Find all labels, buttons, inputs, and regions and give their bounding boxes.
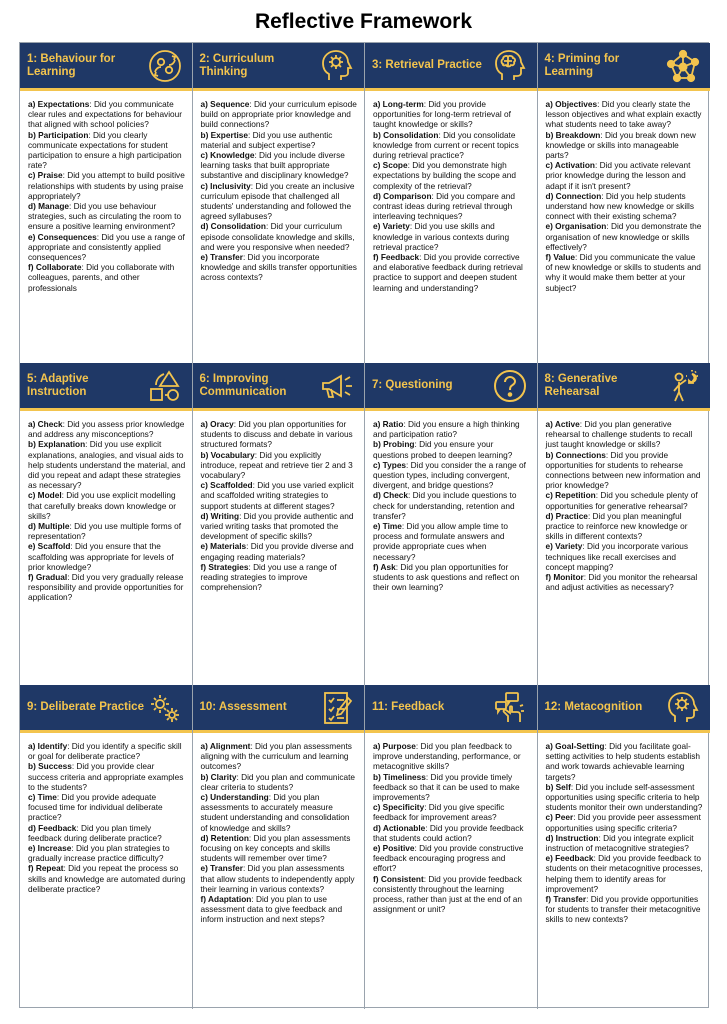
question-text: : Did you provide authentic and varied writing tasks that promoted the development of specific skills? <box>200 510 354 542</box>
question-text: : Did you provide feedback consistently throughout the learning process, rather than just at the end of an assignment or unit? <box>373 873 522 915</box>
checklist-icon <box>319 690 355 726</box>
cell-heading: 3: Retrieval Practice <box>372 59 482 71</box>
cell-heading: 12: Metacognition <box>544 701 643 713</box>
question-label: b) Success <box>28 761 72 772</box>
person-idea-icon <box>665 368 701 404</box>
question-text: : Did you clearly communicate expectations for student participation to ensure a high participation rate? <box>28 129 182 171</box>
reflection-question <box>201 894 359 925</box>
framework-cell <box>193 685 366 1009</box>
question-label: a) Long-term <box>373 99 424 109</box>
cell-body <box>538 94 711 293</box>
cell-body <box>365 94 537 293</box>
question-label: b) Participation <box>28 129 89 140</box>
cell-header <box>365 43 537 91</box>
question-label: f) Monitor <box>545 572 584 583</box>
question-label: c) Scaffolded <box>200 480 253 491</box>
question-label: c) Inclusivity <box>200 180 251 191</box>
reflection-question <box>201 150 359 181</box>
question-label: b) Expertise <box>200 129 248 140</box>
question-label: c) Scope <box>373 160 408 171</box>
reflection-question <box>201 772 359 792</box>
question-text: : Did you provide timely feedback so that it can be used to make improvements? <box>373 771 520 803</box>
question-text: : Did you integrate explicit instruction of metacognitive strategies? <box>545 832 694 854</box>
question-label: b) Vocabulary <box>200 449 255 460</box>
question-text: : Did you use a range of appropriate and consistently applied consequences? <box>28 231 185 263</box>
cell-heading: 10: Assessment <box>199 701 287 713</box>
question-label: d) Consolidation <box>200 221 266 232</box>
question-text: : Did you demonstrate high expectations by building the scope and complexity of the retrieval? <box>373 160 516 191</box>
head-brain-icon <box>492 48 528 84</box>
question-label: e) Variety <box>545 541 583 552</box>
question-label: a) Purpose <box>373 741 416 751</box>
reflection-question <box>28 99 186 130</box>
reflection-question <box>373 823 531 843</box>
question-text: : Did you consider the a range of question types, including convergent, divergent, and bridge questions? <box>373 459 526 491</box>
question-text: : Did you use behaviour strategies, such as circulating the room to ensure a positive learning environment? <box>28 201 182 232</box>
reflection-question <box>373 741 531 772</box>
framework-cell <box>365 685 538 1009</box>
question-text: : Did you break down new knowledge or skills into manageable parts? <box>545 129 696 161</box>
cell-body <box>20 414 192 603</box>
question-text: : Did you plan assessments aligning with the curriculum and learning outcomes? <box>200 741 352 772</box>
reflection-question <box>546 894 705 925</box>
reflection-question <box>201 792 359 833</box>
question-label: b) Consolidation <box>373 129 439 140</box>
question-text: : Did you allow ample time to process and formulate answers and provide appropriate cues when necessary? <box>373 521 508 562</box>
reflection-question <box>28 439 186 490</box>
question-label: d) Check <box>373 490 409 501</box>
question-text: : Did you use authentic material and subject expertise? <box>200 129 333 150</box>
cell-header <box>20 43 192 91</box>
cell-heading: 1: Behaviour for Learning <box>27 52 116 78</box>
cell-heading: 4: Priming for Learning <box>544 52 620 78</box>
question-label: b) Probing <box>373 439 415 450</box>
reflection-question <box>201 863 359 894</box>
question-label: a) Sequence <box>200 99 250 109</box>
reflection-question <box>201 562 359 593</box>
question-label: c) Peer <box>545 812 574 823</box>
reflection-question <box>201 181 359 222</box>
question-label: c) Understanding <box>200 792 269 803</box>
reflection-question <box>373 874 531 915</box>
reflection-question <box>546 490 705 510</box>
cell-body <box>193 94 365 283</box>
question-text: : Did you attempt to build positive relationships with students by using praise appropriately? <box>28 170 185 201</box>
reflection-question <box>28 490 186 521</box>
reflection-question <box>373 419 531 439</box>
question-text: : Did you clearly state the lesson objectives and what explain exactly what students need to take away? <box>545 99 702 130</box>
question-text: : Did you ensure that the scaffolding was appropriate for levels of prior knowledge? <box>28 541 174 572</box>
question-text: : Did you help students understand how new knowledge or skills connect with their existing schema? <box>545 190 695 222</box>
question-label: a) Oracy <box>200 419 234 429</box>
reflection-question <box>373 460 531 491</box>
framework-cell <box>193 363 366 685</box>
question-label: a) Goal-Setting <box>545 741 605 751</box>
reflection-question <box>28 521 186 541</box>
cell-header <box>20 363 192 411</box>
cell-heading: 8: Generative Rehearsal <box>544 372 618 398</box>
reflection-question <box>28 792 186 823</box>
question-text: : Did you very gradually release responsibility and provide opportunities for application? <box>28 572 184 603</box>
framework-cell <box>365 363 538 685</box>
question-label: d) Retention <box>200 832 249 843</box>
reflection-question <box>546 572 705 592</box>
cell-body <box>20 94 192 293</box>
question-label: f) Feedback <box>373 252 420 263</box>
cell-body <box>365 414 537 592</box>
question-label: f) Strategies <box>200 561 249 572</box>
question-text: : Did you provide adequate focused time for individual deliberate practice? <box>28 792 163 823</box>
question-label: c) Types <box>373 459 407 470</box>
question-text: : Did you activate relevant prior knowledge during the lesson and adapt if it isn't present? <box>545 160 691 191</box>
question-text: : Did you demonstrate the organisation of new knowledge or skills effectively? <box>545 221 702 252</box>
question-label: e) Transfer <box>200 252 243 263</box>
reflection-question <box>28 823 186 843</box>
reflection-question <box>28 541 186 572</box>
question-label: d) Writing <box>200 510 240 521</box>
feedback-hands-icon <box>492 690 528 726</box>
question-label: f) Transfer <box>545 894 587 905</box>
reflection-question <box>373 130 531 161</box>
reflection-question <box>201 480 359 511</box>
question-text: : Did you monitor the rehearsal and adjust activities as necessary? <box>545 572 698 593</box>
question-text: : Did you provide feedback to students on their metacognitive processes, helping them to identify areas for improvement? <box>545 853 703 894</box>
question-label: e) Transfer <box>200 863 243 874</box>
reflection-question <box>373 99 531 130</box>
reflection-question <box>546 833 705 853</box>
question-label: d) Actionable <box>373 822 426 833</box>
reflection-question <box>201 833 359 864</box>
cell-heading: 2: Curriculum Thinking <box>199 52 275 78</box>
framework-grid <box>19 42 709 1008</box>
cell-body <box>193 736 365 925</box>
question-label: c) Activation <box>545 160 595 171</box>
question-label: b) Self <box>545 781 571 792</box>
question-text: : Did you assess prior knowledge and address any misconceptions? <box>28 419 185 440</box>
reflection-question <box>28 419 186 439</box>
framework-cell <box>20 43 193 363</box>
reflection-question <box>201 99 359 130</box>
cell-header <box>193 363 365 411</box>
reflection-question <box>28 232 186 263</box>
cell-body <box>20 736 192 894</box>
question-label: d) Connection <box>545 190 602 201</box>
reflection-question <box>201 130 359 150</box>
reflection-question <box>373 521 531 562</box>
question-label: e) Time <box>373 521 402 532</box>
reflection-question <box>546 541 705 572</box>
question-text: : Did you provide clear success criteria and appropriate examples to the students? <box>28 761 184 792</box>
reflection-question <box>28 201 186 232</box>
question-label: e) Increase <box>28 843 72 854</box>
head-gear-icon <box>319 48 355 84</box>
reflection-question <box>28 761 186 792</box>
network-nodes-icon <box>665 48 701 84</box>
page-title: Reflective Framework <box>254 10 473 33</box>
question-text: : Did you incorporate knowledge and skills transfer opportunities across contexts? <box>200 252 357 283</box>
question-label: a) Identify <box>28 741 68 751</box>
framework-cell <box>193 43 366 363</box>
question-text: : Did you provide peer assessment opportunities using specific criteria? <box>545 812 701 833</box>
question-text: : Did you ensure your questions probed to deepen learning? <box>373 439 513 460</box>
framework-cell <box>365 43 538 363</box>
question-text: : Did your curriculum episode consolidate knowledge and skills, and were you responsive when needed? <box>200 221 355 252</box>
question-label: d) Practice <box>545 510 588 521</box>
question-label: a) Objectives <box>545 99 598 109</box>
cell-heading: 7: Questioning <box>372 379 453 391</box>
reflection-question <box>201 221 359 252</box>
question-label: f) Ask <box>373 561 396 572</box>
reflection-question <box>546 511 705 542</box>
question-label: f) Collaborate <box>28 262 82 273</box>
question-label: d) Instruction <box>545 832 599 843</box>
question-label: b) Clarity <box>200 771 237 782</box>
question-label: b) Breakdown <box>545 129 601 140</box>
question-label: c) Praise <box>28 170 63 181</box>
question-text: : Did you plan feedback to improve understanding, performance, or metacognitive skills? <box>373 741 521 772</box>
question-text: : Did you explicitly introduce, repeat and retrieve tier 2 and 3 vocabulary? <box>200 449 353 481</box>
reflection-question <box>546 252 705 293</box>
reflection-question <box>373 490 531 521</box>
question-text: : Did you plan and communicate clear criteria to students? <box>200 771 355 792</box>
question-label: f) Consistent <box>373 873 424 884</box>
question-label: f) Value <box>545 252 576 263</box>
cell-header <box>193 43 365 91</box>
question-label: c) Time <box>28 792 57 803</box>
question-text: : Did you facilitate goal-setting activities to help students establish and work towards achievable learning targets? <box>545 741 701 782</box>
framework-cell <box>20 685 193 1009</box>
question-label: e) Materials <box>200 541 247 552</box>
question-text: : Did you include self-assessment opportunities using specific criteria to help students monitor their own understanding? <box>545 781 703 813</box>
question-label: c) Repetition <box>545 490 596 501</box>
cell-heading: 11: Feedback <box>372 701 445 713</box>
framework-cell <box>538 363 711 685</box>
cell-body <box>538 736 711 925</box>
cell-header <box>538 363 711 411</box>
reflection-question <box>373 843 531 874</box>
question-text: : Did you provide constructive feedback encouraging progress and effort? <box>373 843 524 874</box>
reflection-question <box>373 772 531 803</box>
question-label: a) Active <box>545 419 580 429</box>
question-text: : Did you plan opportunities for students to discuss and debate in various structured formats? <box>200 419 353 450</box>
reflection-question <box>373 160 531 191</box>
question-text: : Did you provide corrective and elaborative feedback during retrieval practice to support and deepen student learning and understanding? <box>373 252 523 293</box>
question-text: : Did you plan generative rehearsal to challenge students to recall just taught knowledge or skills? <box>545 419 693 450</box>
head-gear-icon <box>665 690 701 726</box>
question-text: : Did you include questions to check for understanding, retention and transfer? <box>373 490 517 521</box>
cell-header <box>538 685 711 733</box>
question-text: : Did you include diverse learning tasks that built appropriate substantive and disciplinary knowledge? <box>200 150 349 181</box>
question-label: e) Consequences <box>28 231 97 242</box>
reflection-question <box>546 812 705 832</box>
reflection-question <box>546 782 705 813</box>
reflection-question <box>546 853 705 894</box>
question-text: : Did you use multiple forms of representation? <box>28 521 182 542</box>
cell-body <box>538 414 711 592</box>
question-text: : Did your curriculum episode build on appropriate prior knowledge and build connections? <box>200 99 357 130</box>
question-label: f) Repeat <box>28 863 64 874</box>
gears-icon <box>147 690 183 726</box>
cell-header <box>193 685 365 733</box>
reflection-question <box>373 191 531 222</box>
reflection-question <box>28 741 186 761</box>
question-label: a) Alignment <box>200 741 251 751</box>
reflection-question <box>546 99 705 130</box>
question-label: a) Expectations <box>28 99 90 109</box>
cell-heading: 9: Deliberate Practice <box>27 701 144 713</box>
reflection-question <box>373 221 531 252</box>
question-text: : Did you provide opportunities for long-term retrieval of taught knowledge or skills? <box>373 99 511 130</box>
cell-header <box>365 685 537 733</box>
question-text: : Did you incorporate various techniques like recall exercises and concept mapping? <box>545 541 689 572</box>
reflection-question <box>546 160 705 191</box>
reflection-question <box>373 439 531 459</box>
question-label: c) Specificity <box>373 802 425 813</box>
question-text: : Did you plan timely feedback during deliberate practice? <box>28 822 162 843</box>
question-label: e) Organisation <box>545 221 607 232</box>
question-label: c) Model <box>28 490 62 501</box>
reflection-question <box>546 450 705 491</box>
question-label: d) Manage <box>28 201 70 212</box>
question-text: : Did you provide opportunities for students to transfer their metacognitive skills to new contexts? <box>545 894 701 925</box>
question-label: b) Connections <box>545 449 606 460</box>
cell-header <box>538 43 711 91</box>
question-label: b) Explanation <box>28 439 86 450</box>
reflection-question <box>28 843 186 863</box>
question-label: d) Multiple <box>28 521 70 532</box>
question-label: a) Ratio <box>373 419 404 429</box>
reflection-question <box>546 130 705 161</box>
reflection-question <box>373 562 531 593</box>
megaphone-icon <box>319 368 355 404</box>
question-text: : Did you communicate clear rules and expectations for behaviour that aligned with school policies? <box>28 99 183 130</box>
question-text: : Did you give specific feedback for improvement areas? <box>373 802 505 823</box>
question-text: : Did you plan assessments that allow students to independently apply their learning in various contexts? <box>200 863 355 894</box>
reflection-question <box>201 541 359 561</box>
shapes-cycle-icon <box>147 368 183 404</box>
question-text: : Did you plan meaningful practice to reinforce new knowledge or skills in different contexts? <box>545 510 688 542</box>
question-label: a) Check <box>28 419 63 429</box>
question-text: : Did you compare and contrast ideas during retrieval through interleaving techniques? <box>373 190 516 222</box>
reflection-question <box>28 262 186 293</box>
cell-header <box>20 685 192 733</box>
framework-cell <box>20 363 193 685</box>
people-circle-icon <box>147 48 183 84</box>
question-label: f) Adaptation <box>200 894 252 905</box>
question-label: b) Timeliness <box>373 771 426 782</box>
framework-cell <box>538 685 711 1009</box>
reflection-question <box>201 419 359 450</box>
framework-cell <box>538 43 711 363</box>
question-text: : Did you plan assessments to accurately measure student understanding and consolidation of knowledge and skills? <box>200 792 350 833</box>
reflection-question <box>201 511 359 542</box>
question-text: : Did you use varied explicit and scaffolded writing strategies to support students at different stages? <box>200 480 354 511</box>
question-text: : Did you identify a specific skill or goal for deliberate practice? <box>28 741 182 762</box>
question-label: e) Variety <box>373 221 410 232</box>
question-text: : Did you schedule plenty of opportunities for generative rehearsal? <box>545 490 698 511</box>
question-text: : Did you plan strategies to gradually increase practice difficulty? <box>28 843 170 864</box>
question-label: e) Feedback <box>545 853 594 864</box>
question-text: : Did you consolidate knowledge from current or recent topics during retrieval practice? <box>373 129 519 161</box>
cell-heading: 6: Improving Communication <box>199 372 287 398</box>
cell-header <box>365 363 537 411</box>
question-text: : Did you use explicit modelling that carefully breaks down knowledge or skills? <box>28 490 177 521</box>
question-text: : Did you ensure a high thinking and participation ratio? <box>373 419 520 440</box>
question-text: : Did you repeat the process so skills and knowledge are automated during deliberate practice? <box>28 863 186 894</box>
question-label: c) Knowledge <box>200 150 255 161</box>
reflection-question <box>28 170 186 201</box>
reflection-question <box>546 221 705 252</box>
reflection-question <box>546 191 705 222</box>
question-text: : Did you collaborate with colleagues, parents, and other professionals <box>28 262 175 293</box>
question-text: : Did you use explicit explanations, analogies, and visual aids to help students understand the material, and did you repeat and adapt these strategies as necessary? <box>28 439 186 491</box>
cell-body <box>365 736 537 914</box>
question-text: : Did you use a range of reading strategies to improve comprehension? <box>200 561 337 593</box>
question-text: : Did you plan assessments focusing on key concepts and skills students will remember over time? <box>200 832 351 864</box>
question-label: e) Positive <box>373 843 415 854</box>
question-text: : Did you communicate the value of new knowledge or skills to students and why it would make them better at your subject? <box>545 252 701 293</box>
question-text: : Did you provide diverse and engaging reading materials? <box>200 541 354 562</box>
reflection-question <box>201 450 359 481</box>
cell-body <box>193 414 365 592</box>
reflection-question <box>201 252 359 283</box>
reflection-question <box>28 572 186 603</box>
question-text: : Did you plan to use assessment data to give feedback and inform instruction and next steps? <box>200 894 343 925</box>
question-text: : Did you provide feedback that students could action? <box>373 822 524 843</box>
reflection-question <box>373 802 531 822</box>
reflection-question <box>201 741 359 772</box>
question-text: : Did you provide opportunities for students to rehearse connections between new information and prior knowledge? <box>545 449 701 491</box>
reflection-question <box>546 741 705 782</box>
question-label: e) Scaffold <box>28 541 71 552</box>
reflection-question <box>28 130 186 171</box>
reflection-question <box>373 252 531 293</box>
question-label: d) Feedback <box>28 822 77 833</box>
reflection-question <box>546 419 705 450</box>
question-label: f) Gradual <box>28 572 68 583</box>
question-text: : Did you use skills and knowledge in various contexts during retrieval practice? <box>373 221 510 252</box>
question-text: : Did you create an inclusive curriculum episode that challenged all students' understanding and followed the agreed syllabuses? <box>200 180 355 222</box>
reflection-question <box>28 863 186 894</box>
question-text: : Did you plan opportunities for students to ask questions and reflect on their own learning? <box>373 561 520 593</box>
question-label: d) Comparison <box>373 190 432 201</box>
cell-heading: 5: Adaptive Instruction <box>27 372 89 398</box>
question-mark-icon <box>492 368 528 404</box>
